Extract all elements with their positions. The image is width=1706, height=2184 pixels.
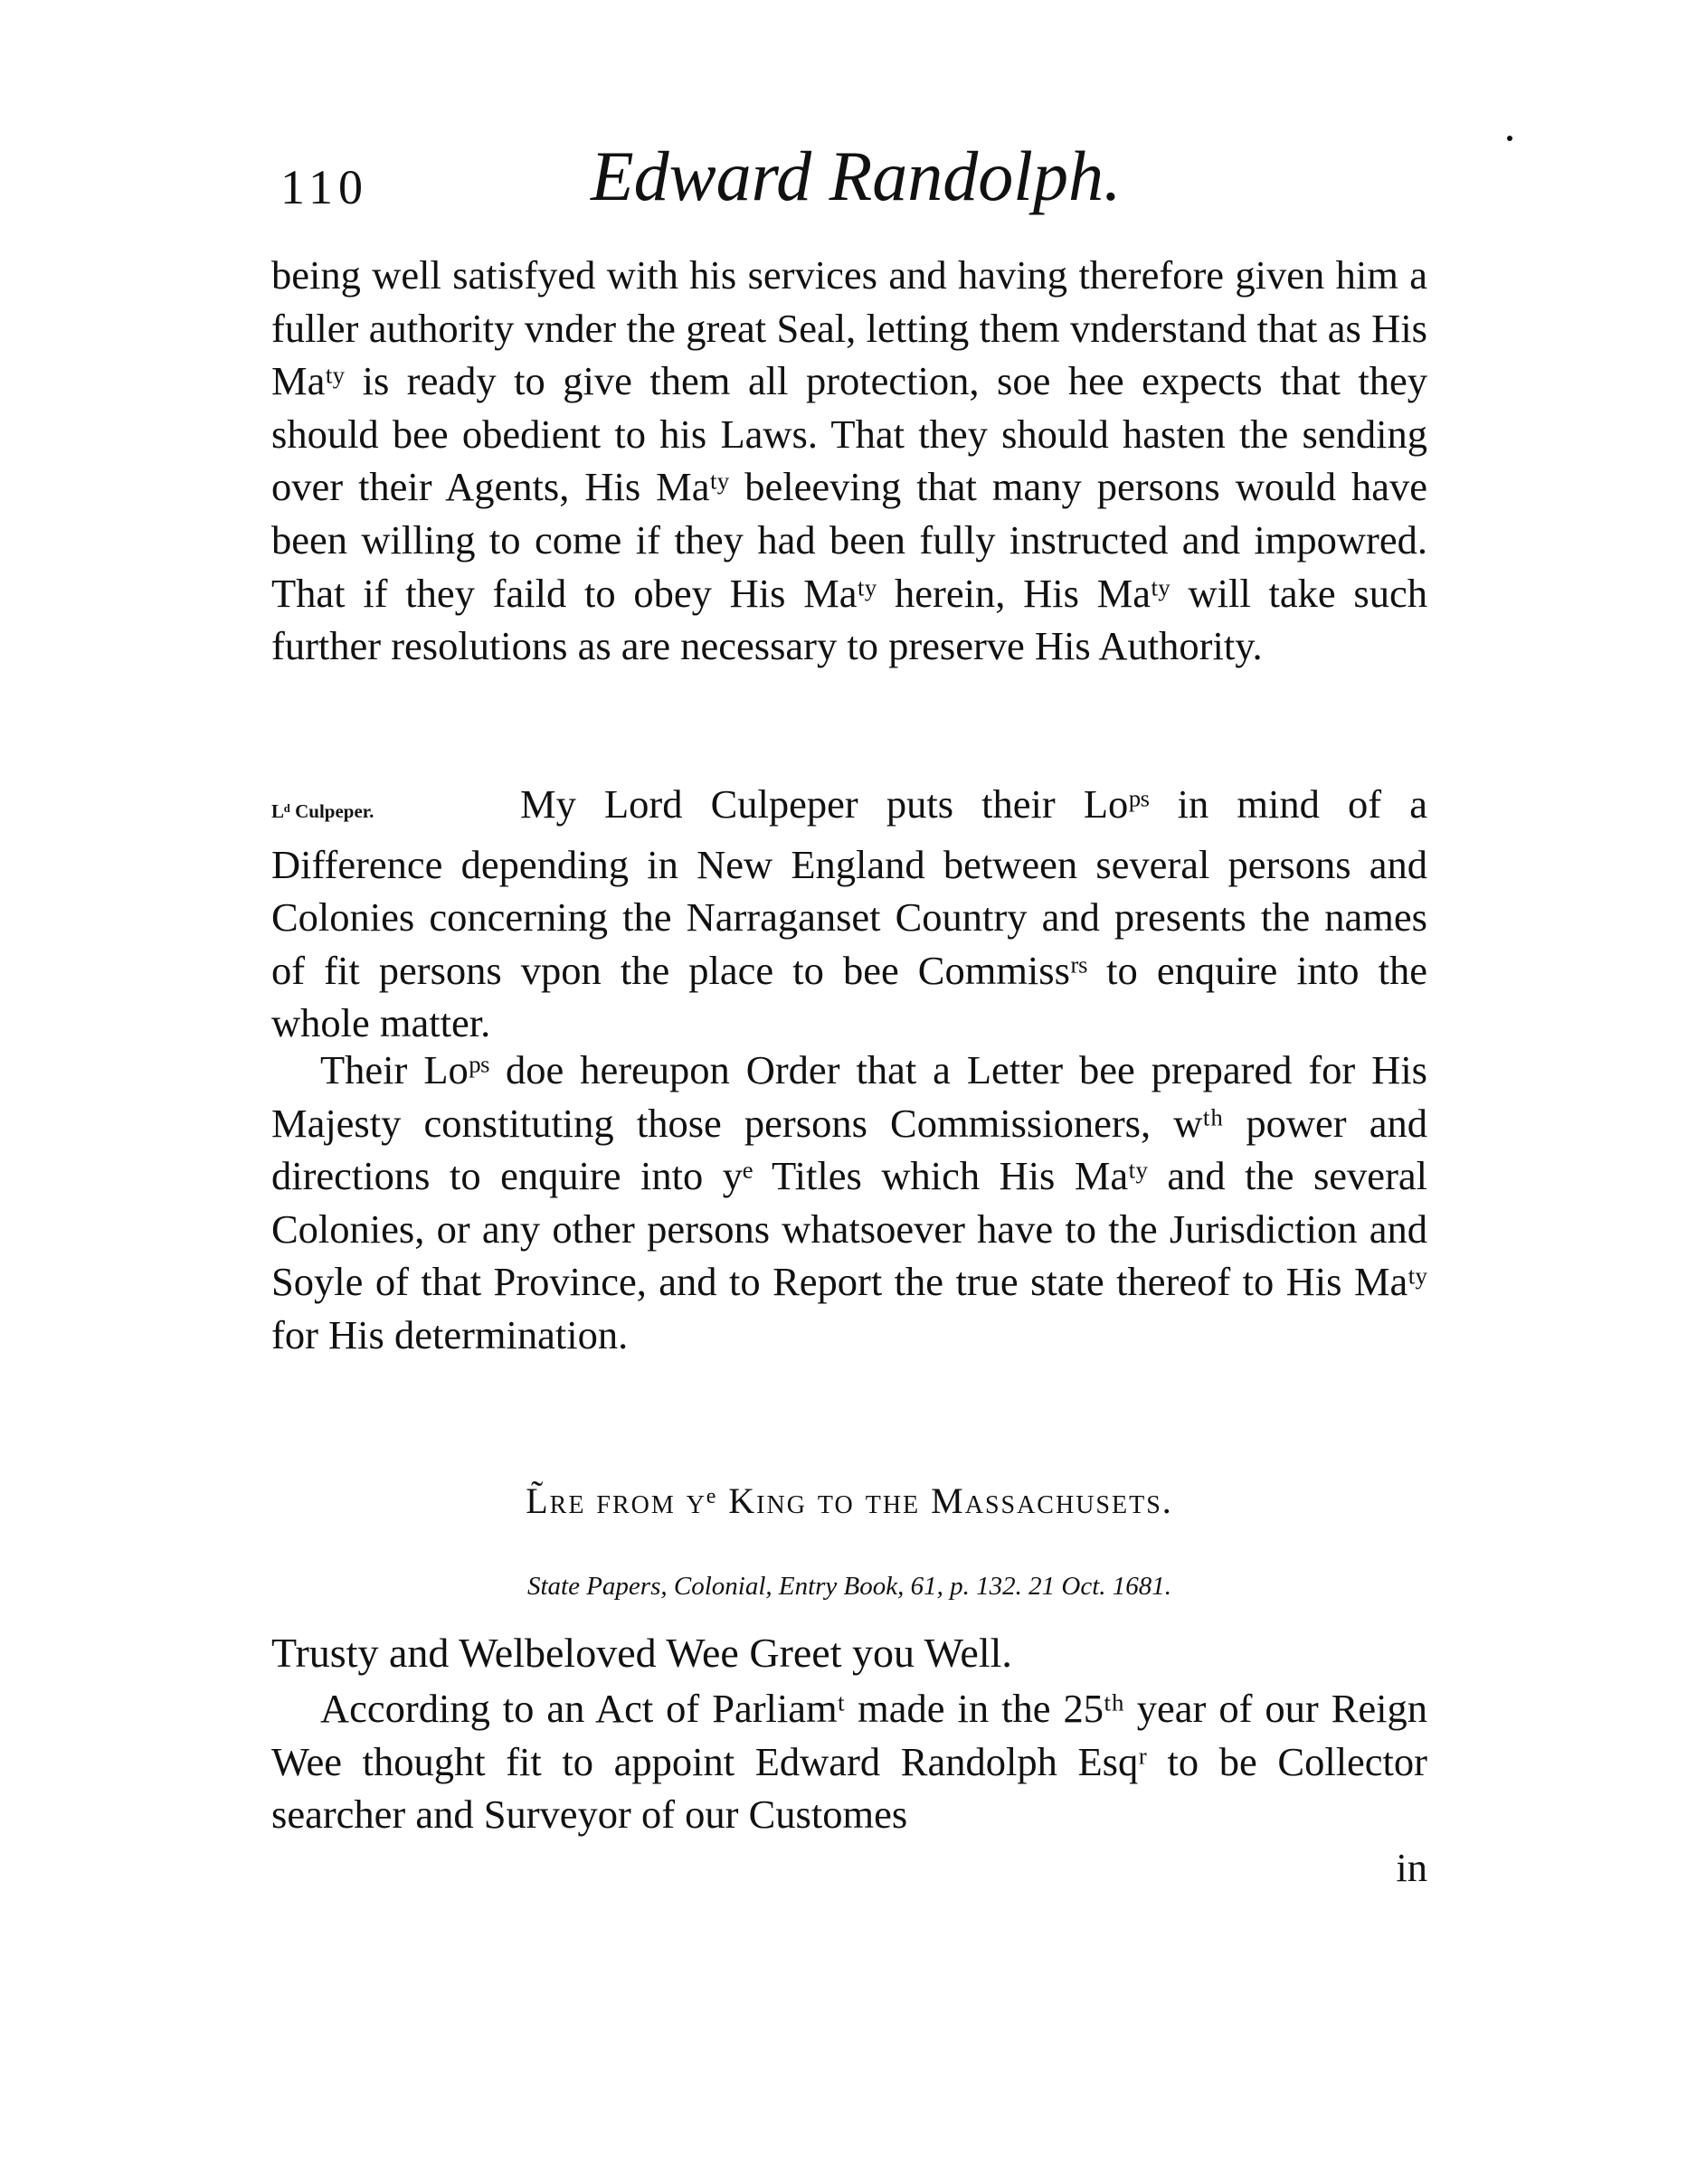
ink-speck: [1507, 136, 1512, 141]
paragraph-culpeper: [271, 778, 1427, 1050]
catchword: in: [1396, 1845, 1427, 1890]
paragraph-satisfied-services: being well satisfyed with his services and having therefore given him a fuller authority vnder the great Seal, letting them vnderstand that as His Maᵗʸ is ready to give them all protection, soe hee expects that they should bee obedient to his Laws. That they should hasten the sending over their Agents, His Maᵗʸ beleeving that many persons would have been willing to come if they had been fully instructed and impowred. That if they faild to obey His Maᵗʸ herein, His Maᵗʸ will take such further resolutions as are necessary to preserve His Authority.: [271, 252, 1427, 669]
paragraph-order-letter: Their Loᵖˢ doe hereupon Order that a Letter bee prepared for His Majesty constituting those persons Commissioners, wᵗʰ power and directions to enquire into yᵉ Titles which His Maᵗʸ and the several Colonies, or any other persons whatsoever have to the Jurisdiction and Soyle of that Province, and to Report the true state thereof to His Maᵗʸ for His determination.: [271, 1047, 1427, 1357]
letter-paragraph-act-of-parliament: According to an Act of Parliamᵗ made in the 25ᵗʰ year of our Reign Wee thought fit to appoint Edward Randolph Esqʳ to be Collector searcher and Surveyor of our Customes: [271, 1686, 1427, 1838]
letter-salutation: Trusty and Welbeloved Wee Greet you Well.: [271, 1630, 1012, 1676]
page-header: [270, 136, 1436, 235]
letter-heading: L̃re from yᵉ King to the Massachusets.: [526, 1480, 1173, 1521]
margin-note-culpeper: Lᵈ Culpeper.: [271, 800, 374, 822]
page-number: 110: [280, 160, 368, 214]
letter-source-citation: State Papers, Colonial, Entry Book, 61, p. 132. 21 Oct. 1681.: [526, 1572, 1172, 1601]
paragraph-culpeper-text: My Lord Culpeper puts their Loᵖˢ in mind of a Difference depending in New England between several persons and Colonies concerning the Narraganset Country and presents the names of fit persons vpon the place to bee Commissʳˢ to enquire into the whole matter.: [271, 781, 1427, 1046]
running-title: Edward Randolph.: [591, 137, 1122, 215]
